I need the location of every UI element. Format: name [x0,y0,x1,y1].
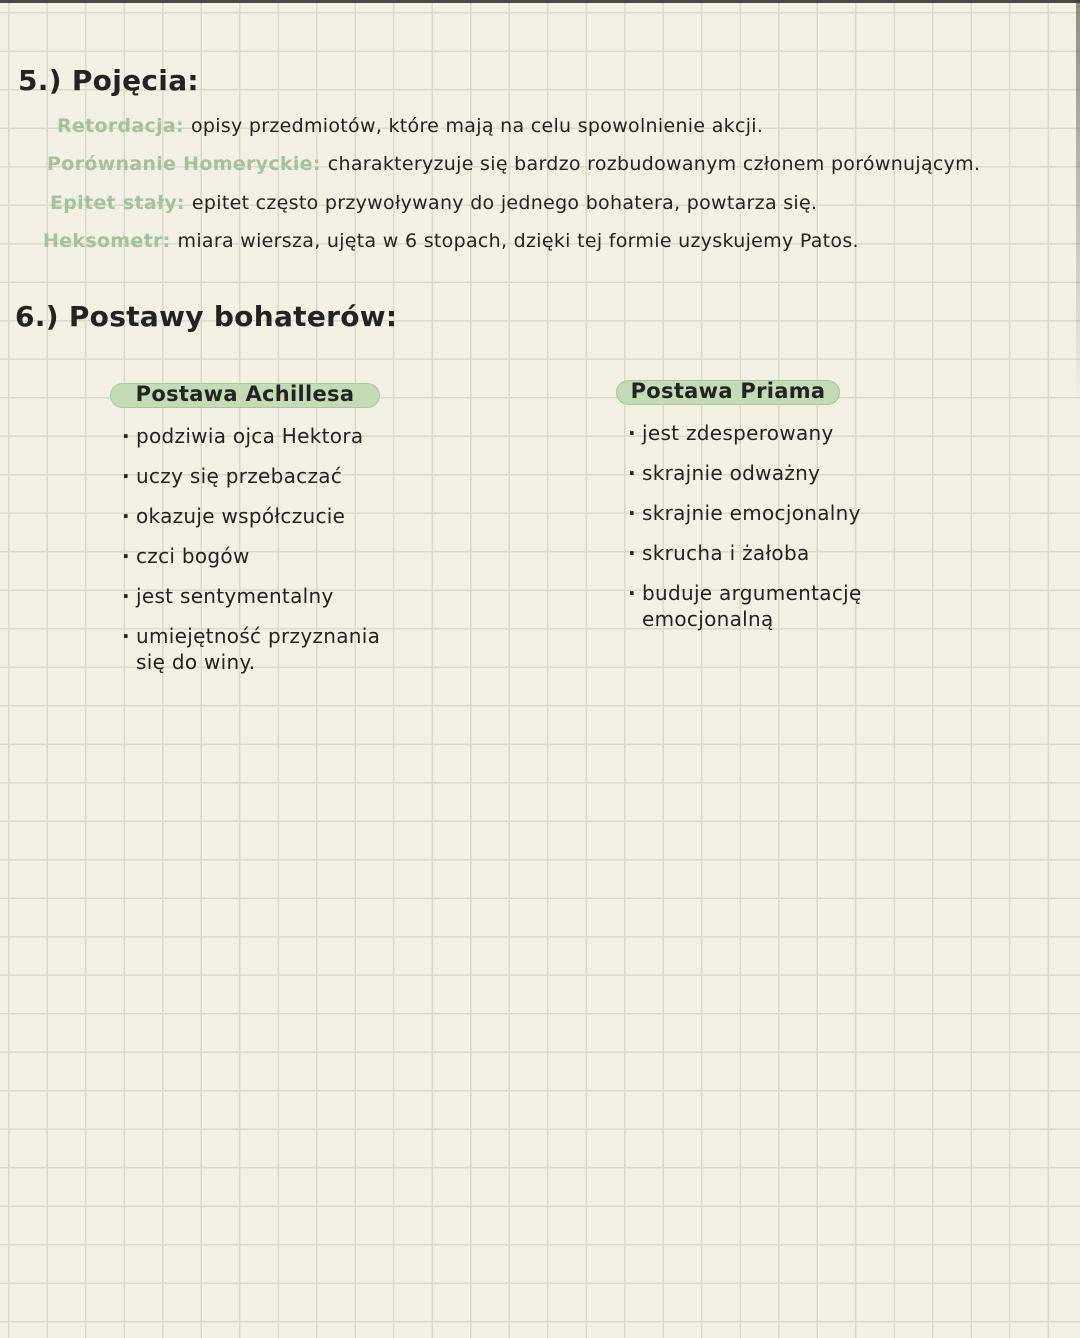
list-item: · skrajnie emocjonalny [628,501,861,525]
list-item: · buduje argumentację emocjonalną [628,581,862,631]
page-top-edge [0,0,1080,3]
column-header-priam-highlight [616,380,840,405]
bullet-dot: · [122,504,130,528]
list-item: · czci bogów [122,544,250,568]
bullet-dot: · [628,581,636,605]
column-header-achilles-label: Postawa Achillesa [135,382,355,406]
definition-text: opisy przedmiotów, które mają na celu spowolnienie akcji. [190,115,764,137]
list-item: · skrajnie odważny [628,461,821,485]
achilles-traits-list [110,423,402,675]
section-5-heading: 5.) Pojęcia: [18,64,199,97]
bullet-dot: · [628,461,636,485]
list-item: · skrucha i żałoba [628,541,810,565]
bullet-dot: · [122,464,130,488]
definition-term: Heksometr: [43,230,171,252]
bullet-dot: · [122,584,130,608]
page-right-edge-shadow [1076,0,1080,1338]
list-item: · umiejętność przyznania się do winy. [122,624,381,674]
column-achilles [110,383,402,689]
definition-term: Porównanie Homeryckie: [47,153,321,175]
definition-line-epitet-staly [50,192,817,214]
section-6-heading: 6.) Postawy bohaterów: [15,300,398,333]
list-item: · uczy się przebaczać [122,464,343,488]
definition-text: epitet często przywoływany do jednego bohatera, powtarza się. [191,192,818,214]
definition-text: miara wiersza, ujęta w 6 stopach, dzięki tej formie uzyskujemy Patos. [177,230,859,252]
column-header-priam-label: Postawa Priama [630,379,826,403]
bullet-dot: · [122,544,130,568]
definition-line-porownanie-homeryckie [47,153,980,175]
bullet-dot: · [122,624,130,648]
list-item: · podziwia ojca Hektora [122,424,364,448]
list-item: · jest sentymentalny [122,584,334,608]
list-item: · jest zdesperowany [628,421,834,445]
definition-term: Retordacja: [57,115,184,137]
bullet-dot: · [628,501,636,525]
definition-term: Epitet stały: [50,192,185,214]
bullet-dot: · [628,421,636,445]
list-item: · okazuje współczucie [122,504,346,528]
definition-line-heksometr [43,230,859,252]
definition-line-retardacja [57,115,763,137]
column-header-achilles-highlight [110,383,380,408]
definition-text: charakteryzuje się bardzo rozbudowanym członem porównującym. [327,153,981,175]
priam-traits-list [616,420,884,632]
column-priam [616,380,884,646]
bullet-dot: · [628,541,636,565]
bullet-dot: · [122,424,130,448]
